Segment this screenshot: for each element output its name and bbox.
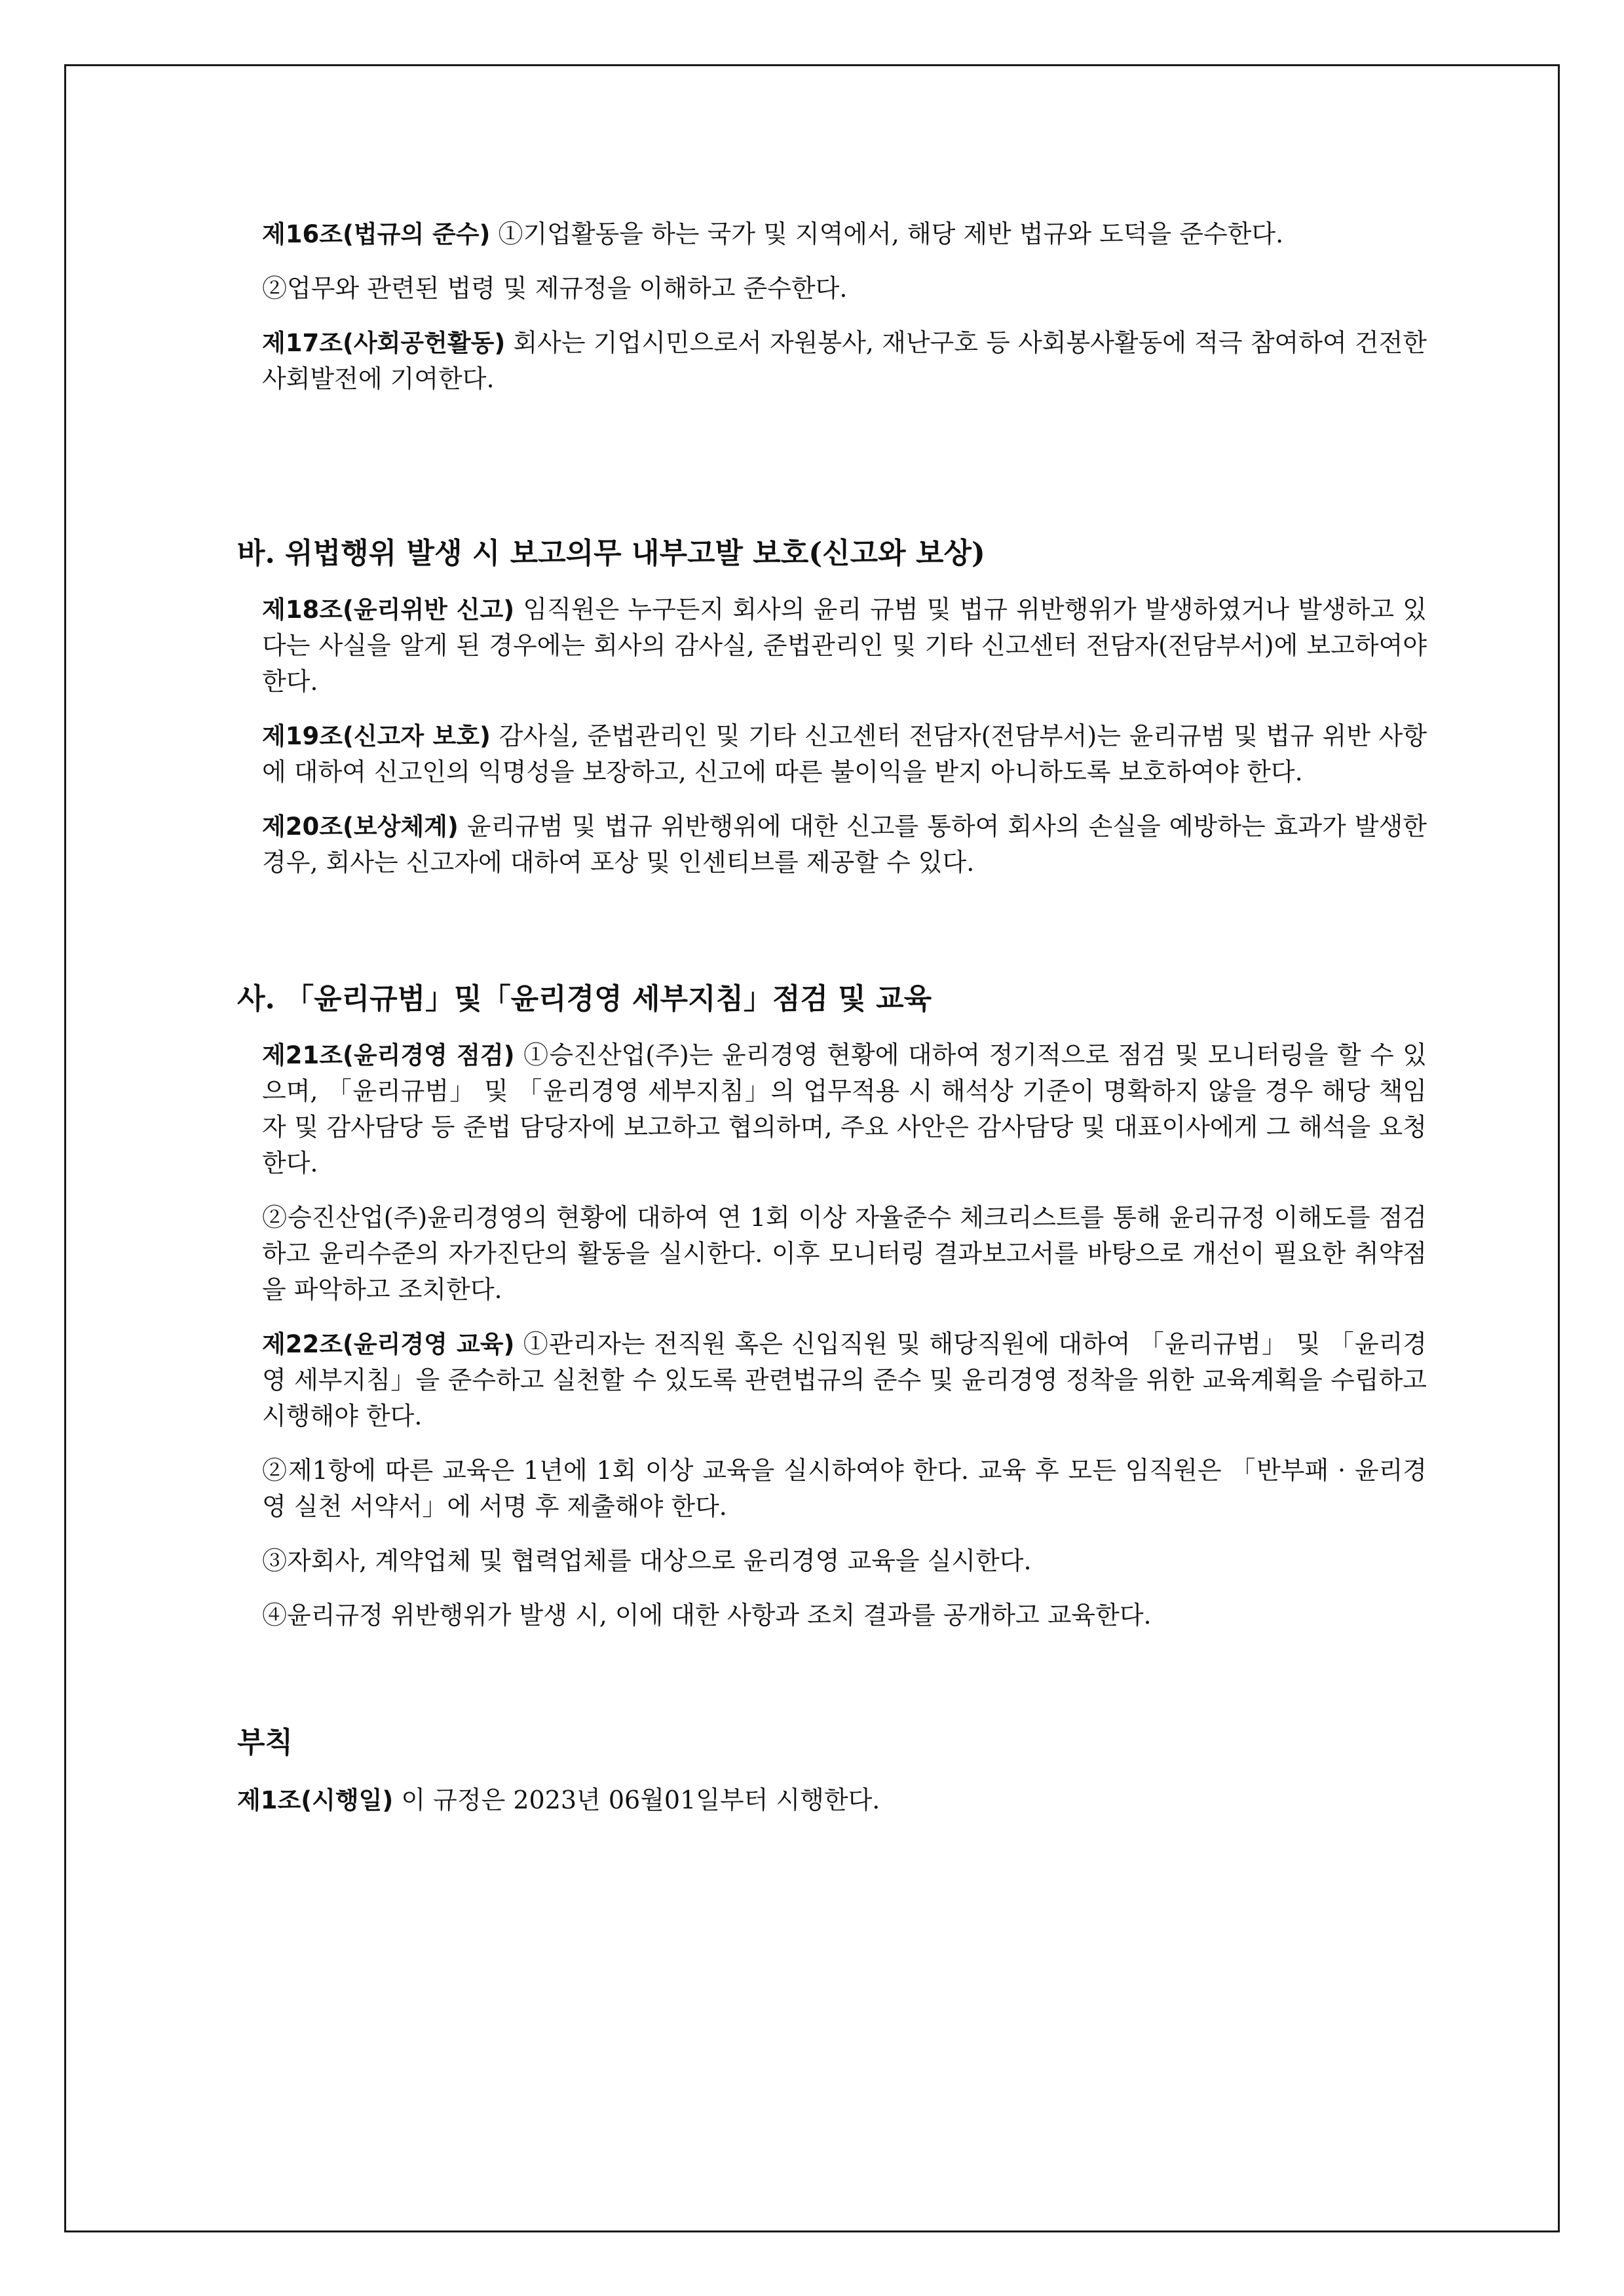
article-16-text-1: ①기업활동을 하는 국가 및 지역에서, 해당 제반 법규와 도덕을 준수한다. xyxy=(490,220,1284,248)
article-22-para-3 xyxy=(262,1543,1427,1579)
article-22-para-4 xyxy=(262,1598,1427,1634)
article-19-text: 감사실, 준법관리인 및 기타 신고센터 전담자(전담부서)는 윤리규범 및 법규 위반 사항에 대하여 신고인의 익명성을 보장하고, 신고에 따른 불이익을 받지 아니하도록 보호하여야 한다. xyxy=(262,721,1427,786)
section-ba-title: 바. 위법행위 발생 시 보고의무 내부고발 보호(신고와 보상) xyxy=(237,537,985,570)
article-17-text: 회사는 기업시민으로서 자원봉사, 재난구호 등 사회봉사활동에 적극 참여하여 건전한 사회발전에 기여한다. xyxy=(262,328,1427,393)
article-20-heading: 제20조(보상체계) xyxy=(262,813,459,841)
article-22-text-4: ④윤리규정 위반행위가 발생 시, 이에 대한 사항과 조치 결과를 공개하고 교육한다. xyxy=(262,1601,1152,1630)
article-19-para xyxy=(262,718,1427,790)
article-21-heading: 제21조(윤리경영 점검) xyxy=(262,1041,515,1069)
article-18-text: 임직원은 누구든지 회사의 윤리 규범 및 법규 위반행위가 발생하였거나 발생하고 있다는 사실을 알게 된 경우에는 회사의 감사실, 준법관리인 및 기타 신고센터 전담자(전담부서)에 보고하여야 한다. xyxy=(262,595,1427,696)
article-18-heading: 제18조(윤리위반 신고) xyxy=(262,596,515,624)
article-22-text-1: ①관리자는 전직원 혹은 신입직원 및 해당직원에 대하여 「윤리규범」 및 「윤리경영 세부지침」을 준수하고 실천할 수 있도록 관련법규의 준수 및 윤리경영 정착을 위한 교육계획을 수립하고 시행해야 한다. xyxy=(262,1330,1427,1430)
article-20-para xyxy=(262,809,1427,881)
article-21-para-1 xyxy=(262,1037,1427,1181)
article-16-text-2: ②업무와 관련된 법령 및 제규정을 이해하고 준수한다. xyxy=(262,274,848,303)
article-22-text-2: ②제1항에 따른 교육은 1년에 1회 이상 교육을 실시하여야 한다. 교육 후 모든 임직원은 「반부패 · 윤리경영 실천 서약서」에 서명 후 제출해야 한다. xyxy=(262,1456,1427,1521)
article-21-text-1: ①승진산업(주)는 윤리경영 현황에 대하여 정기적으로 점검 및 모니터링을 할 수 있으며, 「윤리규범」 및 「윤리경영 세부지침」의 업무적용 시 해석상 기준이 명확하지 않을 경우 해당 책임자 및 감사담당 등 준법 담당자에 보고하고 협의하며, 주요 사안은 감사담당 및 대표이사에게 그 해석을 요청한다. xyxy=(262,1041,1427,1177)
article-22-text-3: ③자회사, 계약업체 및 협력업체를 대상으로 윤리경영 교육을 실시한다. xyxy=(262,1546,1032,1575)
article-19-heading: 제19조(신고자 보호) xyxy=(262,722,491,750)
articles-21-22 xyxy=(262,1037,1427,1652)
article-22-heading: 제22조(윤리경영 교육) xyxy=(262,1330,515,1358)
article-16-para-1 xyxy=(262,216,1427,252)
section-sa-title: 사. 「윤리규범」및「윤리경영 세부지침」점검 및 교육 xyxy=(237,982,932,1016)
article-16-heading: 제16조(법규의 준수) xyxy=(262,220,491,248)
article-21-text-2: ②승진산업(주)윤리경영의 현황에 대하여 연 1회 이상 자율준수 체크리스트를 통해 윤리규정 이해도를 점검하고 윤리수준의 자가진단의 활동을 실시한다. 이후 모니터링 결과보고서를 바탕으로 개선이 필요한 취약점을 파악하고 조치한다. xyxy=(262,1203,1427,1304)
article-20-text: 윤리규범 및 법규 위반행위에 대한 신고를 통하여 회사의 손실을 예방하는 효과가 발생한 경우, 회사는 신고자에 대하여 포상 및 인센티브를 제공할 수 있다. xyxy=(262,812,1427,877)
supplementary-article-1-para xyxy=(237,1782,1427,1818)
article-22-para-2 xyxy=(262,1453,1427,1525)
articles-16-17 xyxy=(262,216,1427,415)
article-22-para-1 xyxy=(262,1326,1427,1434)
article-17-para xyxy=(262,325,1427,397)
supplementary-block xyxy=(237,1782,1427,1837)
supplementary-article-1-text: 이 규정은 2023년 06월01일부터 시행한다. xyxy=(393,1786,880,1814)
article-21-para-2 xyxy=(262,1200,1427,1308)
supplementary-title: 부칙 xyxy=(237,1726,293,1759)
articles-18-20 xyxy=(262,592,1427,899)
article-17-heading: 제17조(사회공헌활동) xyxy=(262,329,506,357)
article-16-para-2 xyxy=(262,271,1427,307)
supplementary-article-1-heading: 제1조(시행일) xyxy=(237,1786,394,1814)
article-18-para xyxy=(262,592,1427,700)
